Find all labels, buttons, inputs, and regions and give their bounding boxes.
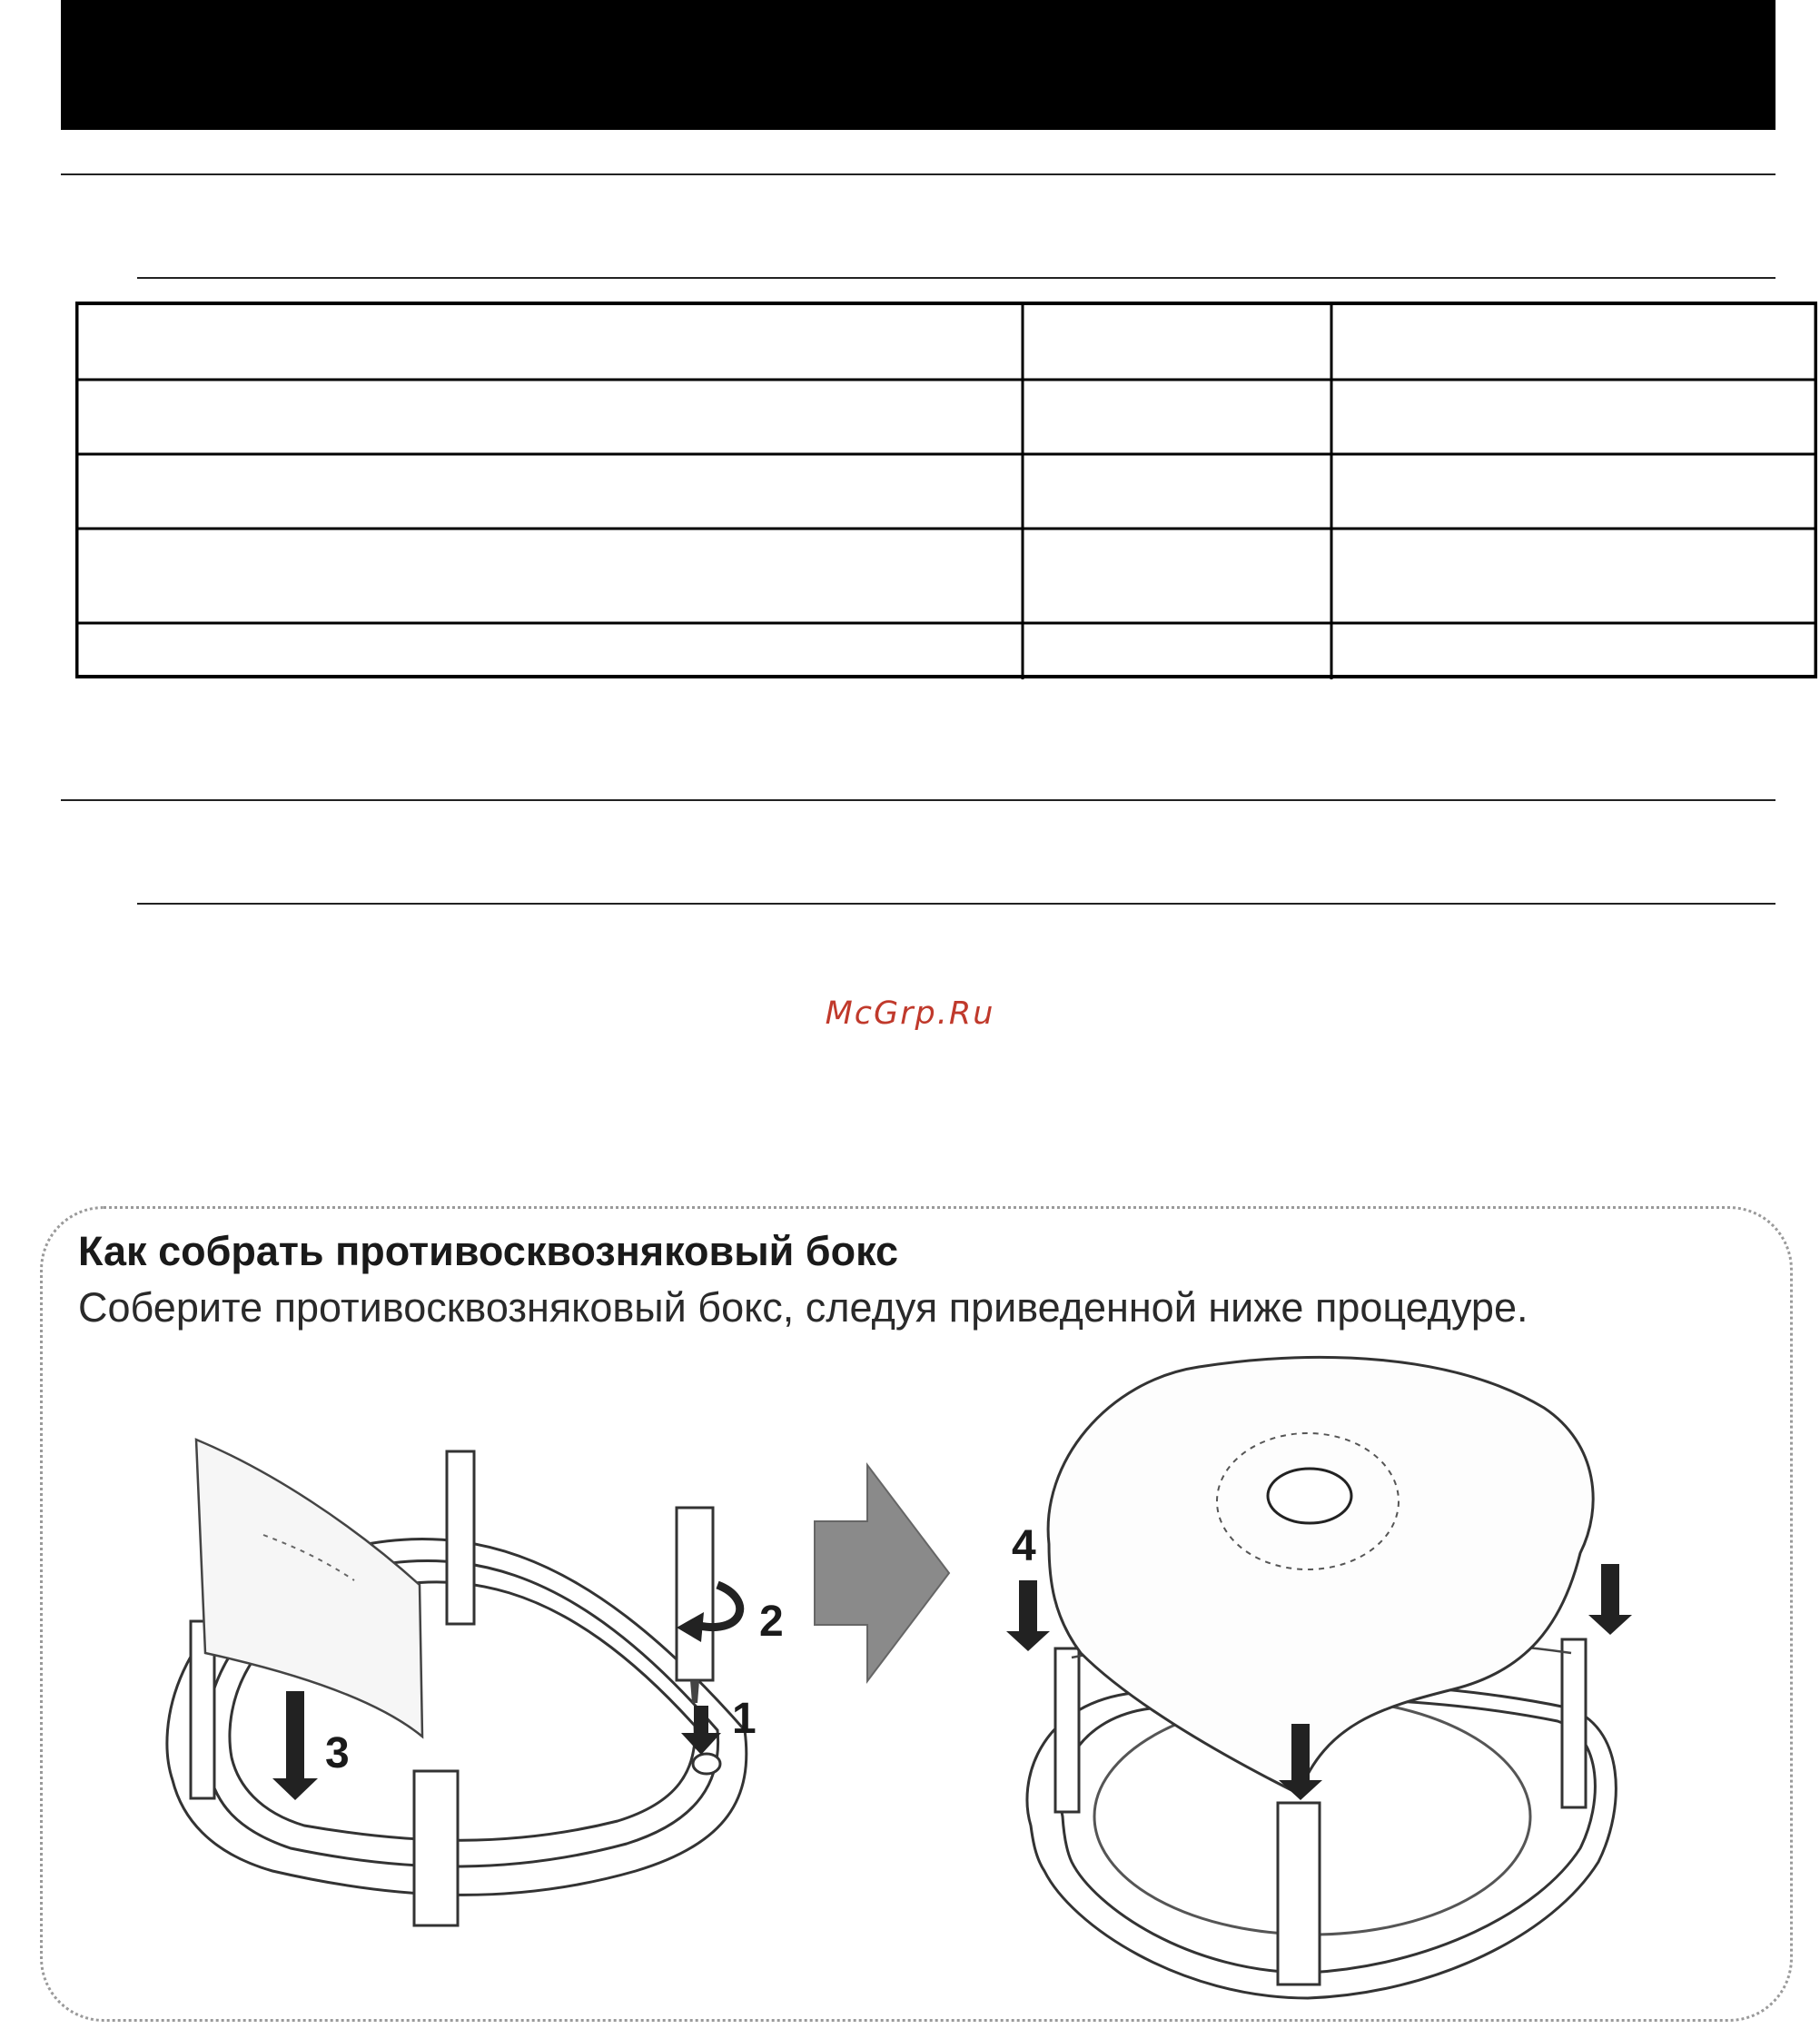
step-number-2: 2 (759, 1598, 784, 1646)
curved-panel (196, 1440, 422, 1737)
transition-arrow (815, 1465, 949, 1681)
step-number-3: 3 (325, 1729, 350, 1777)
arrow-step4-left (1006, 1580, 1050, 1651)
hole-step1 (693, 1754, 720, 1774)
assembly-instruction: Соберите противосквозняковый бокс, следуя приведенной ниже процедуре. (78, 1284, 1528, 1331)
step-number-4: 4 (1012, 1522, 1036, 1570)
arrow-step4-right (1588, 1564, 1632, 1635)
lid (1048, 1357, 1593, 1794)
post-piece-step2 (677, 1508, 740, 1703)
arrow-step1 (681, 1706, 721, 1755)
arrow-step3 (272, 1691, 318, 1800)
assembly-title: Как собрать противосквозняковый бокс (78, 1228, 899, 1274)
step-number-1: 1 (732, 1695, 757, 1743)
watermark-text: McGrp.Ru (825, 995, 995, 1032)
